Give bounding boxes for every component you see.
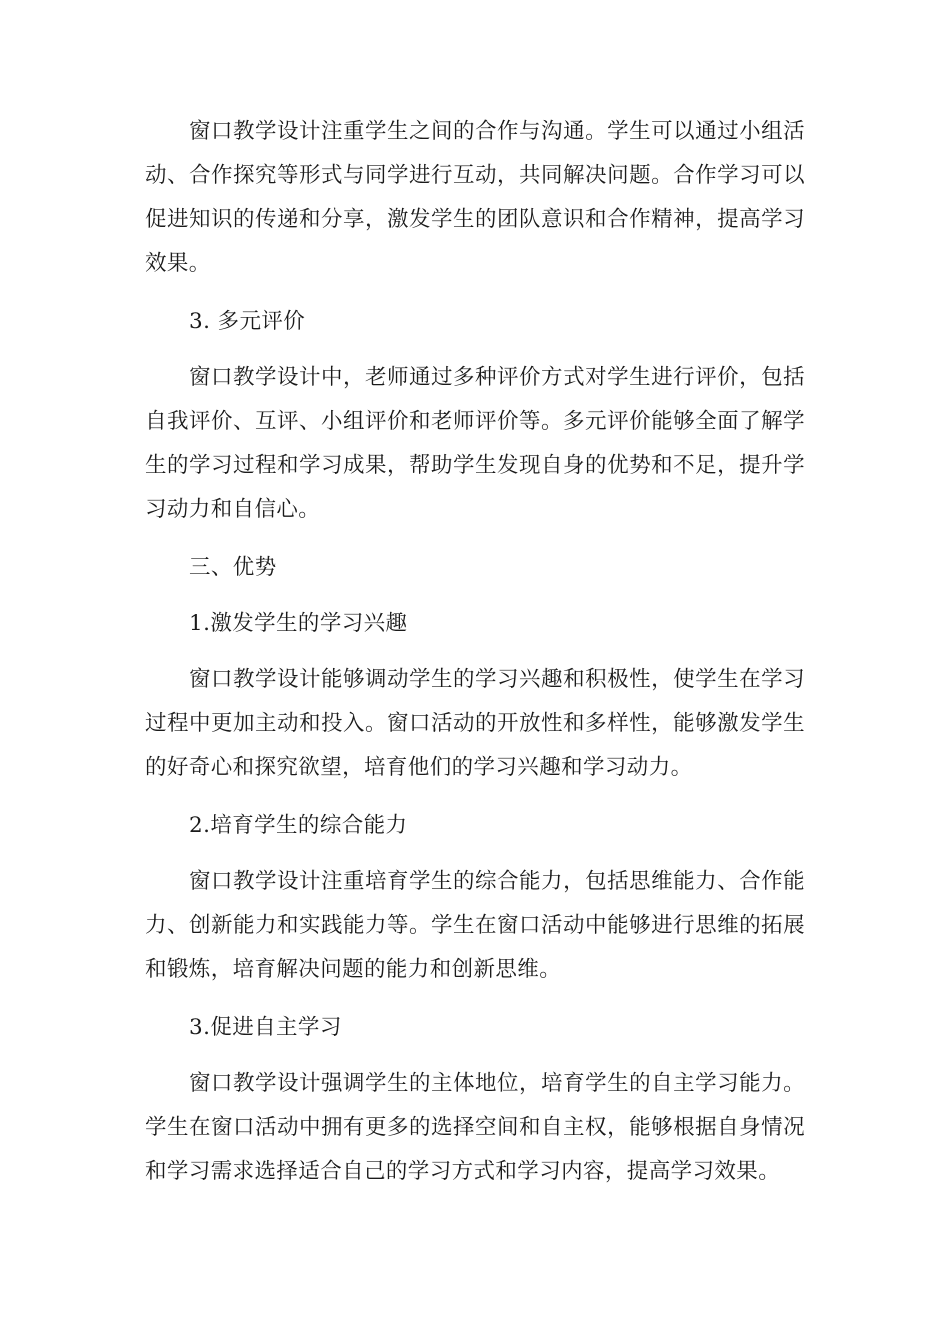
document-body [145,110,805,1208]
heading-multi-evaluation: 3. 多元评价 [189,309,306,334]
paragraph-cooperation: 窗口教学设计注重学生之间的合作与沟通。学生可以通过小组活动、合作探究等形式与同学进行互动，共同解决问题。合作学习可以促进知识的传递和分享，激发学生的团队意识和合作精神，提高学习效果。 [145,119,805,276]
heading-comprehensive: 2.培育学生的综合能力 [189,813,408,838]
heading-advantages: 三、优势 [189,555,277,580]
paragraph-comprehensive: 窗口教学设计注重培育学生的综合能力，包括思维能力、合作能力、创新能力和实践能力等。学生在窗口活动中能够进行思维的拓展和锻炼，培育解决问题的能力和创新思维。 [145,869,805,982]
paragraph-interest: 窗口教学设计能够调动学生的学习兴趣和积极性，使学生在学习过程中更加主动和投入。窗口活动的开放性和多样性，能够激发学生的好奇心和探究欲望，培育他们的学习兴趣和学习动力。 [145,667,805,780]
heading-autonomous: 3.促进自主学习 [189,1015,342,1040]
paragraph-autonomous: 窗口教学设计强调学生的主体地位，培育学生的自主学习能力。学生在窗口活动中拥有更多的选择空间和自主权，能够根据自身情况和学习需求选择适合自己的学习方式和学习内容，提高学习效果。 [145,1071,805,1184]
paragraph-multi-evaluation: 窗口教学设计中，老师通过多种评价方式对学生进行评价，包括自我评价、互评、小组评价和老师评价等。多元评价能够全面了解学生的学习过程和学习成果，帮助学生发现自身的优势和不足，提升学习动力和自信心。 [145,365,805,522]
heading-interest: 1.激发学生的学习兴趣 [189,611,408,636]
